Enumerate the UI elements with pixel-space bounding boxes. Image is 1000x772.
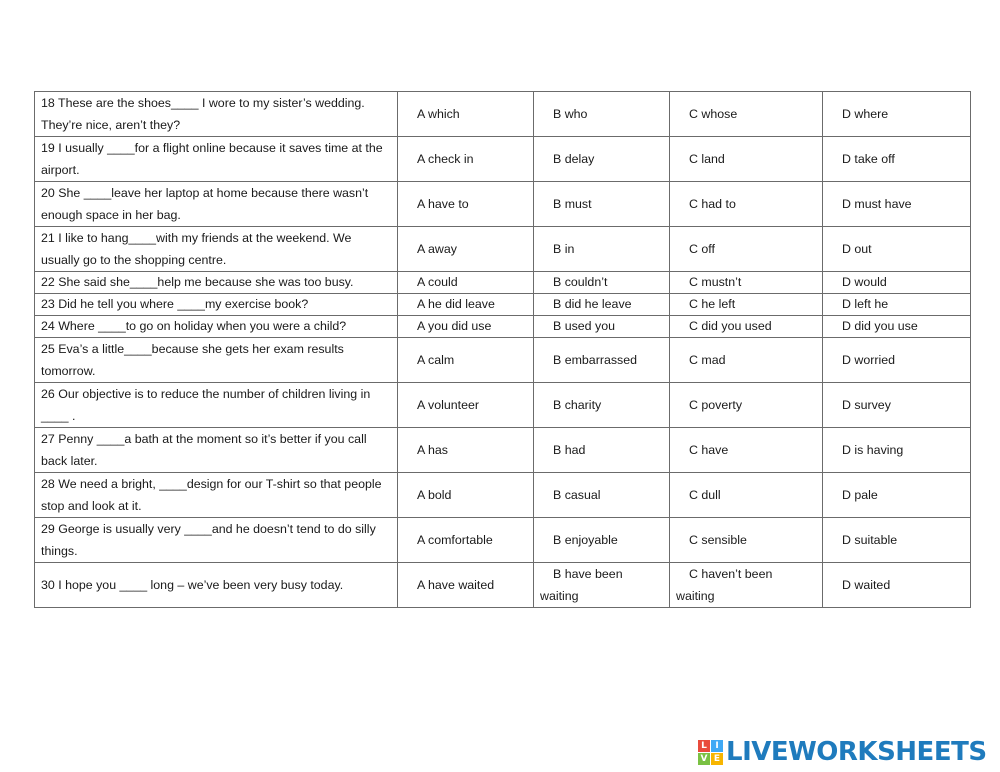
question-line: 29 George is usually very ____and he doesn’t tend to do silly xyxy=(41,522,376,536)
option-c[interactable]: C poverty xyxy=(670,383,823,428)
option-b[interactable] xyxy=(534,563,670,608)
option-a[interactable]: A comfortable xyxy=(398,518,534,563)
table-row xyxy=(35,428,971,473)
question-line: 24 Where ____to go on holiday when you were a child? xyxy=(41,319,347,333)
question-line: 28 We need a bright, ____design for our T-shirt so that people xyxy=(41,477,382,491)
question-line: 18 These are the shoes____ I wore to my sister’s wedding. xyxy=(41,96,365,110)
option-b[interactable]: B who xyxy=(534,92,670,137)
question-text xyxy=(35,563,398,608)
table-row xyxy=(35,473,971,518)
option-a[interactable]: A you did use xyxy=(398,316,534,338)
question-line: 20 She ____leave her laptop at home because there wasn’t xyxy=(41,186,369,200)
option-c[interactable]: C dull xyxy=(670,473,823,518)
question-line: 26 Our objective is to reduce the number of children living in xyxy=(41,387,371,401)
question-text xyxy=(35,92,398,137)
option-d[interactable]: D waited xyxy=(823,563,971,608)
question-text xyxy=(35,182,398,227)
option-b[interactable]: B casual xyxy=(534,473,670,518)
logo-block: L xyxy=(698,740,710,752)
option-a[interactable]: A could xyxy=(398,272,534,294)
option-d[interactable]: D pale xyxy=(823,473,971,518)
option-c[interactable]: C had to xyxy=(670,182,823,227)
question-line: 30 I hope you ____ long – we’ve been very busy today. xyxy=(41,578,344,592)
question-line: 21 I like to hang____with my friends at the weekend. We xyxy=(41,231,352,245)
question-text xyxy=(35,383,398,428)
option-a[interactable]: A away xyxy=(398,227,534,272)
option-a[interactable]: A calm xyxy=(398,338,534,383)
option-b[interactable]: B in xyxy=(534,227,670,272)
option-c[interactable]: C mustn’t xyxy=(670,272,823,294)
liveworksheets-logo xyxy=(698,736,987,768)
option-line: waiting xyxy=(676,589,715,603)
option-b[interactable]: B charity xyxy=(534,383,670,428)
question-line: airport. xyxy=(41,163,80,177)
question-line: tomorrow. xyxy=(41,364,96,378)
option-line: C haven’t been xyxy=(689,567,773,581)
table-row xyxy=(35,182,971,227)
table-row xyxy=(35,563,971,608)
option-c[interactable]: C sensible xyxy=(670,518,823,563)
option-c[interactable]: C land xyxy=(670,137,823,182)
question-line: They’re nice, aren’t they? xyxy=(41,118,181,132)
question-line: 22 She said she____help me because she was too busy. xyxy=(41,275,354,289)
option-a[interactable]: A bold xyxy=(398,473,534,518)
question-text xyxy=(35,338,398,383)
option-d[interactable]: D worried xyxy=(823,338,971,383)
question-text xyxy=(35,428,398,473)
table-row xyxy=(35,137,971,182)
option-c[interactable]: C did you used xyxy=(670,316,823,338)
option-d[interactable]: D did you use xyxy=(823,316,971,338)
option-a[interactable]: A he did leave xyxy=(398,294,534,316)
option-a[interactable]: A have waited xyxy=(398,563,534,608)
question-text xyxy=(35,518,398,563)
question-text xyxy=(35,316,398,338)
logo-block: V xyxy=(698,753,710,765)
option-a[interactable]: A have to xyxy=(398,182,534,227)
question-line: back later. xyxy=(41,454,98,468)
logo-block: E xyxy=(711,753,723,765)
question-line: enough space in her bag. xyxy=(41,208,181,222)
logo-block: I xyxy=(711,740,723,752)
option-b[interactable]: B embarrassed xyxy=(534,338,670,383)
question-text xyxy=(35,227,398,272)
option-d[interactable]: D would xyxy=(823,272,971,294)
question-line: usually go to the shopping centre. xyxy=(41,253,227,267)
option-d[interactable]: D take off xyxy=(823,137,971,182)
table-row xyxy=(35,383,971,428)
question-line: 27 Penny ____a bath at the moment so it’s better if you call xyxy=(41,432,367,446)
option-a[interactable]: A volunteer xyxy=(398,383,534,428)
question-table xyxy=(34,91,971,608)
table-row xyxy=(35,92,971,137)
table-row xyxy=(35,316,971,338)
question-text xyxy=(35,272,398,294)
question-line: ____ . xyxy=(41,409,76,423)
question-line: 23 Did he tell you where ____my exercise book? xyxy=(41,297,309,311)
table-row xyxy=(35,518,971,563)
option-b[interactable]: B used you xyxy=(534,316,670,338)
option-d[interactable]: D left he xyxy=(823,294,971,316)
option-line: B have been xyxy=(553,567,623,581)
question-line: 19 I usually ____for a flight online because it saves time at the xyxy=(41,141,383,155)
option-b[interactable]: B enjoyable xyxy=(534,518,670,563)
table-row xyxy=(35,272,971,294)
option-d[interactable]: D where xyxy=(823,92,971,137)
option-a[interactable]: A which xyxy=(398,92,534,137)
option-d[interactable]: D is having xyxy=(823,428,971,473)
option-line: waiting xyxy=(540,589,579,603)
option-b[interactable]: B had xyxy=(534,428,670,473)
option-c[interactable] xyxy=(670,563,823,608)
logo-blocks-icon xyxy=(698,740,723,765)
question-line: things. xyxy=(41,544,78,558)
option-d[interactable]: D survey xyxy=(823,383,971,428)
question-line: 25 Eva’s a little____because she gets her exam results xyxy=(41,342,344,356)
option-c[interactable]: C have xyxy=(670,428,823,473)
table-row xyxy=(35,294,971,316)
option-c[interactable]: C mad xyxy=(670,338,823,383)
question-text xyxy=(35,137,398,182)
question-line: stop and look at it. xyxy=(41,499,142,513)
question-text xyxy=(35,294,398,316)
option-b[interactable]: B delay xyxy=(534,137,670,182)
option-d[interactable]: D must have xyxy=(823,182,971,227)
question-text xyxy=(35,473,398,518)
option-c[interactable]: C off xyxy=(670,227,823,272)
table-row xyxy=(35,227,971,272)
option-c[interactable]: C whose xyxy=(670,92,823,137)
option-a[interactable]: A check in xyxy=(398,137,534,182)
option-b[interactable]: B must xyxy=(534,182,670,227)
option-b[interactable]: B did he leave xyxy=(534,294,670,316)
option-d[interactable]: D suitable xyxy=(823,518,971,563)
option-a[interactable]: A has xyxy=(398,428,534,473)
table-row xyxy=(35,338,971,383)
option-b[interactable]: B couldn’t xyxy=(534,272,670,294)
logo-text: LIVEWORKSHEETS xyxy=(726,737,987,767)
option-c[interactable]: C he left xyxy=(670,294,823,316)
option-d[interactable]: D out xyxy=(823,227,971,272)
